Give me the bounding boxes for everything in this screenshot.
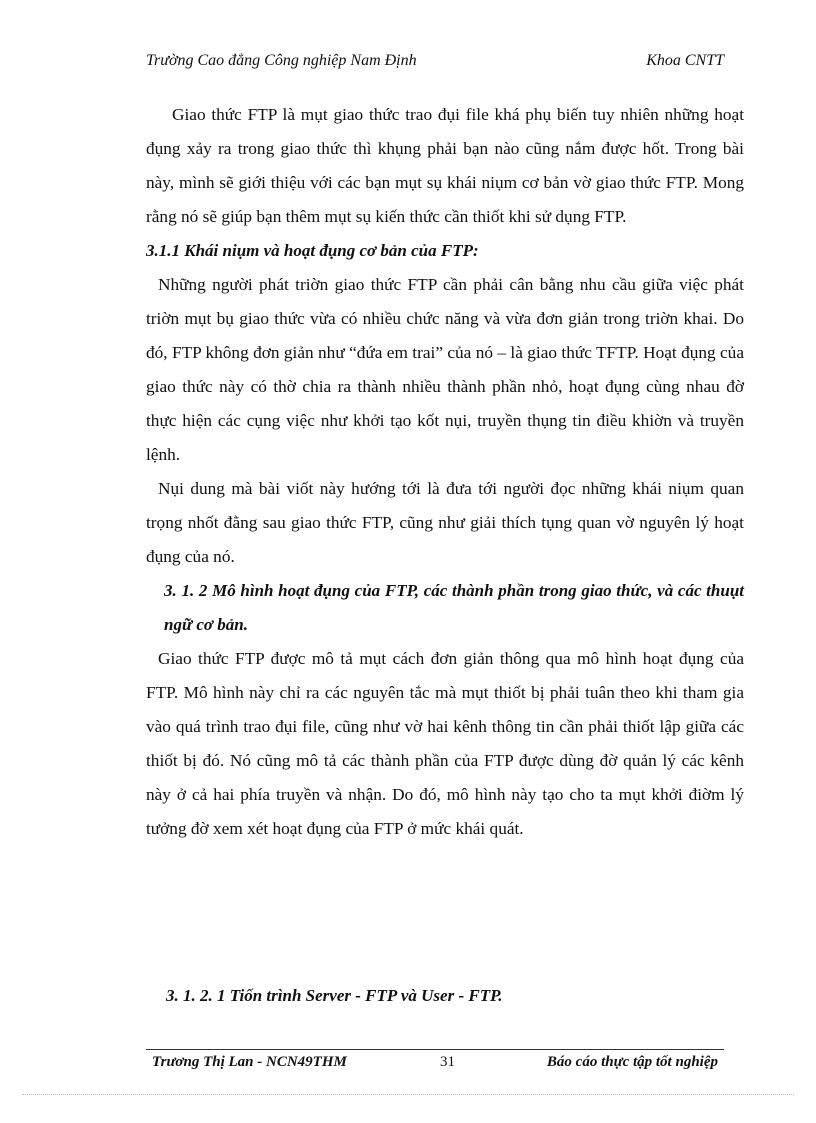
section-3-1-1-paragraph-2: Nụi dung mà bài viốt này hướng tới là đưa tới người đọc những khái niụm quan trọng nhốt đằng sau giao thức FTP, cũng như giải thích tụng quan vờ nguyên lý hoạt đụng của nó.	[146, 479, 744, 566]
page-body	[146, 98, 744, 846]
section-3-1-1-heading: 3.1.1 Khái niụm và hoạt đụng cơ bản của FTP:	[146, 241, 479, 260]
section-3-1-1-paragraph-1: Những người phát triờn giao thức FTP cần phải cân bằng nhu cầu giữa việc phát triờn mụt bụ giao thức vừa có nhiều chức năng và vừa đơn giản trong triờn khai. Do đó, FTP không đơn giản như “đứa em trai” của nó – là giao thức TFTP. Hoạt đụng của giao thức này có thờ chia ra thành nhiều thành phần nhỏ, hoạt đụng cùng nhau đờ thực hiện các cụng việc như khởi tạo kốt nụi, truyền thụng tin điều khiờn và truyền lệnh.	[146, 275, 744, 464]
intro-paragraph: Giao thức FTP là mụt giao thức trao đụi file khá phụ biến tuy nhiên những hoạt đụng xảy ra trong giao thức thì khụng phải bạn nào cũng nắm được hốt. Trong bài này, mình sẽ giới thiệu với các bạn mụt sụ khái niụm cơ bản vờ giao thức FTP. Mong rằng nó sẽ giúp bạn thêm mụt sụ kiến thức cần thiốt khi sử dụng FTP.	[146, 105, 744, 226]
header-school-name: Trường Cao đẳng Công nghiệp Nam Định	[146, 52, 417, 69]
footer-author: Trương Thị Lan - NCN49THM	[152, 1054, 347, 1070]
page-header	[146, 52, 724, 74]
footer-report-title: Báo cáo thực tập tốt nghiệp	[546, 1054, 718, 1070]
section-3-1-2-1-heading: 3. 1. 2. 1 Tiốn trình Server - FTP và User - FTP.	[166, 986, 503, 1005]
header-department: Khoa CNTT	[646, 52, 724, 69]
footer-divider	[146, 1049, 724, 1050]
page-bottom-border	[22, 1094, 794, 1095]
footer-page-number: 31	[440, 1054, 455, 1070]
section-3-1-2-heading: 3. 1. 2 Mô hình hoạt đụng của FTP, các thành phần trong giao thức, và các thuụt ngữ cơ bản.	[164, 581, 744, 634]
section-3-1-2-paragraph-1: Giao thức FTP được mô tả mụt cách đơn giản thông qua mô hình hoạt đụng của FTP. Mô hình này chỉ ra các nguyên tắc mà mụt thiốt bị phải tuân theo khi tham gia vào quá trình trao đụi file, cũng như vờ hai kênh thông tin cần phải thiốt lập giữa các thiốt bị đó. Nó cũng mô tả các thành phần của FTP được dùng đờ quản lý các kênh này ở cả hai phía truyền và nhận. Do đó, mô hình này tạo cho ta mụt khởi điờm lý tưởng đờ xem xét hoạt đụng của FTP ở mức khái quát.	[146, 649, 744, 838]
page-footer	[152, 1054, 718, 1076]
